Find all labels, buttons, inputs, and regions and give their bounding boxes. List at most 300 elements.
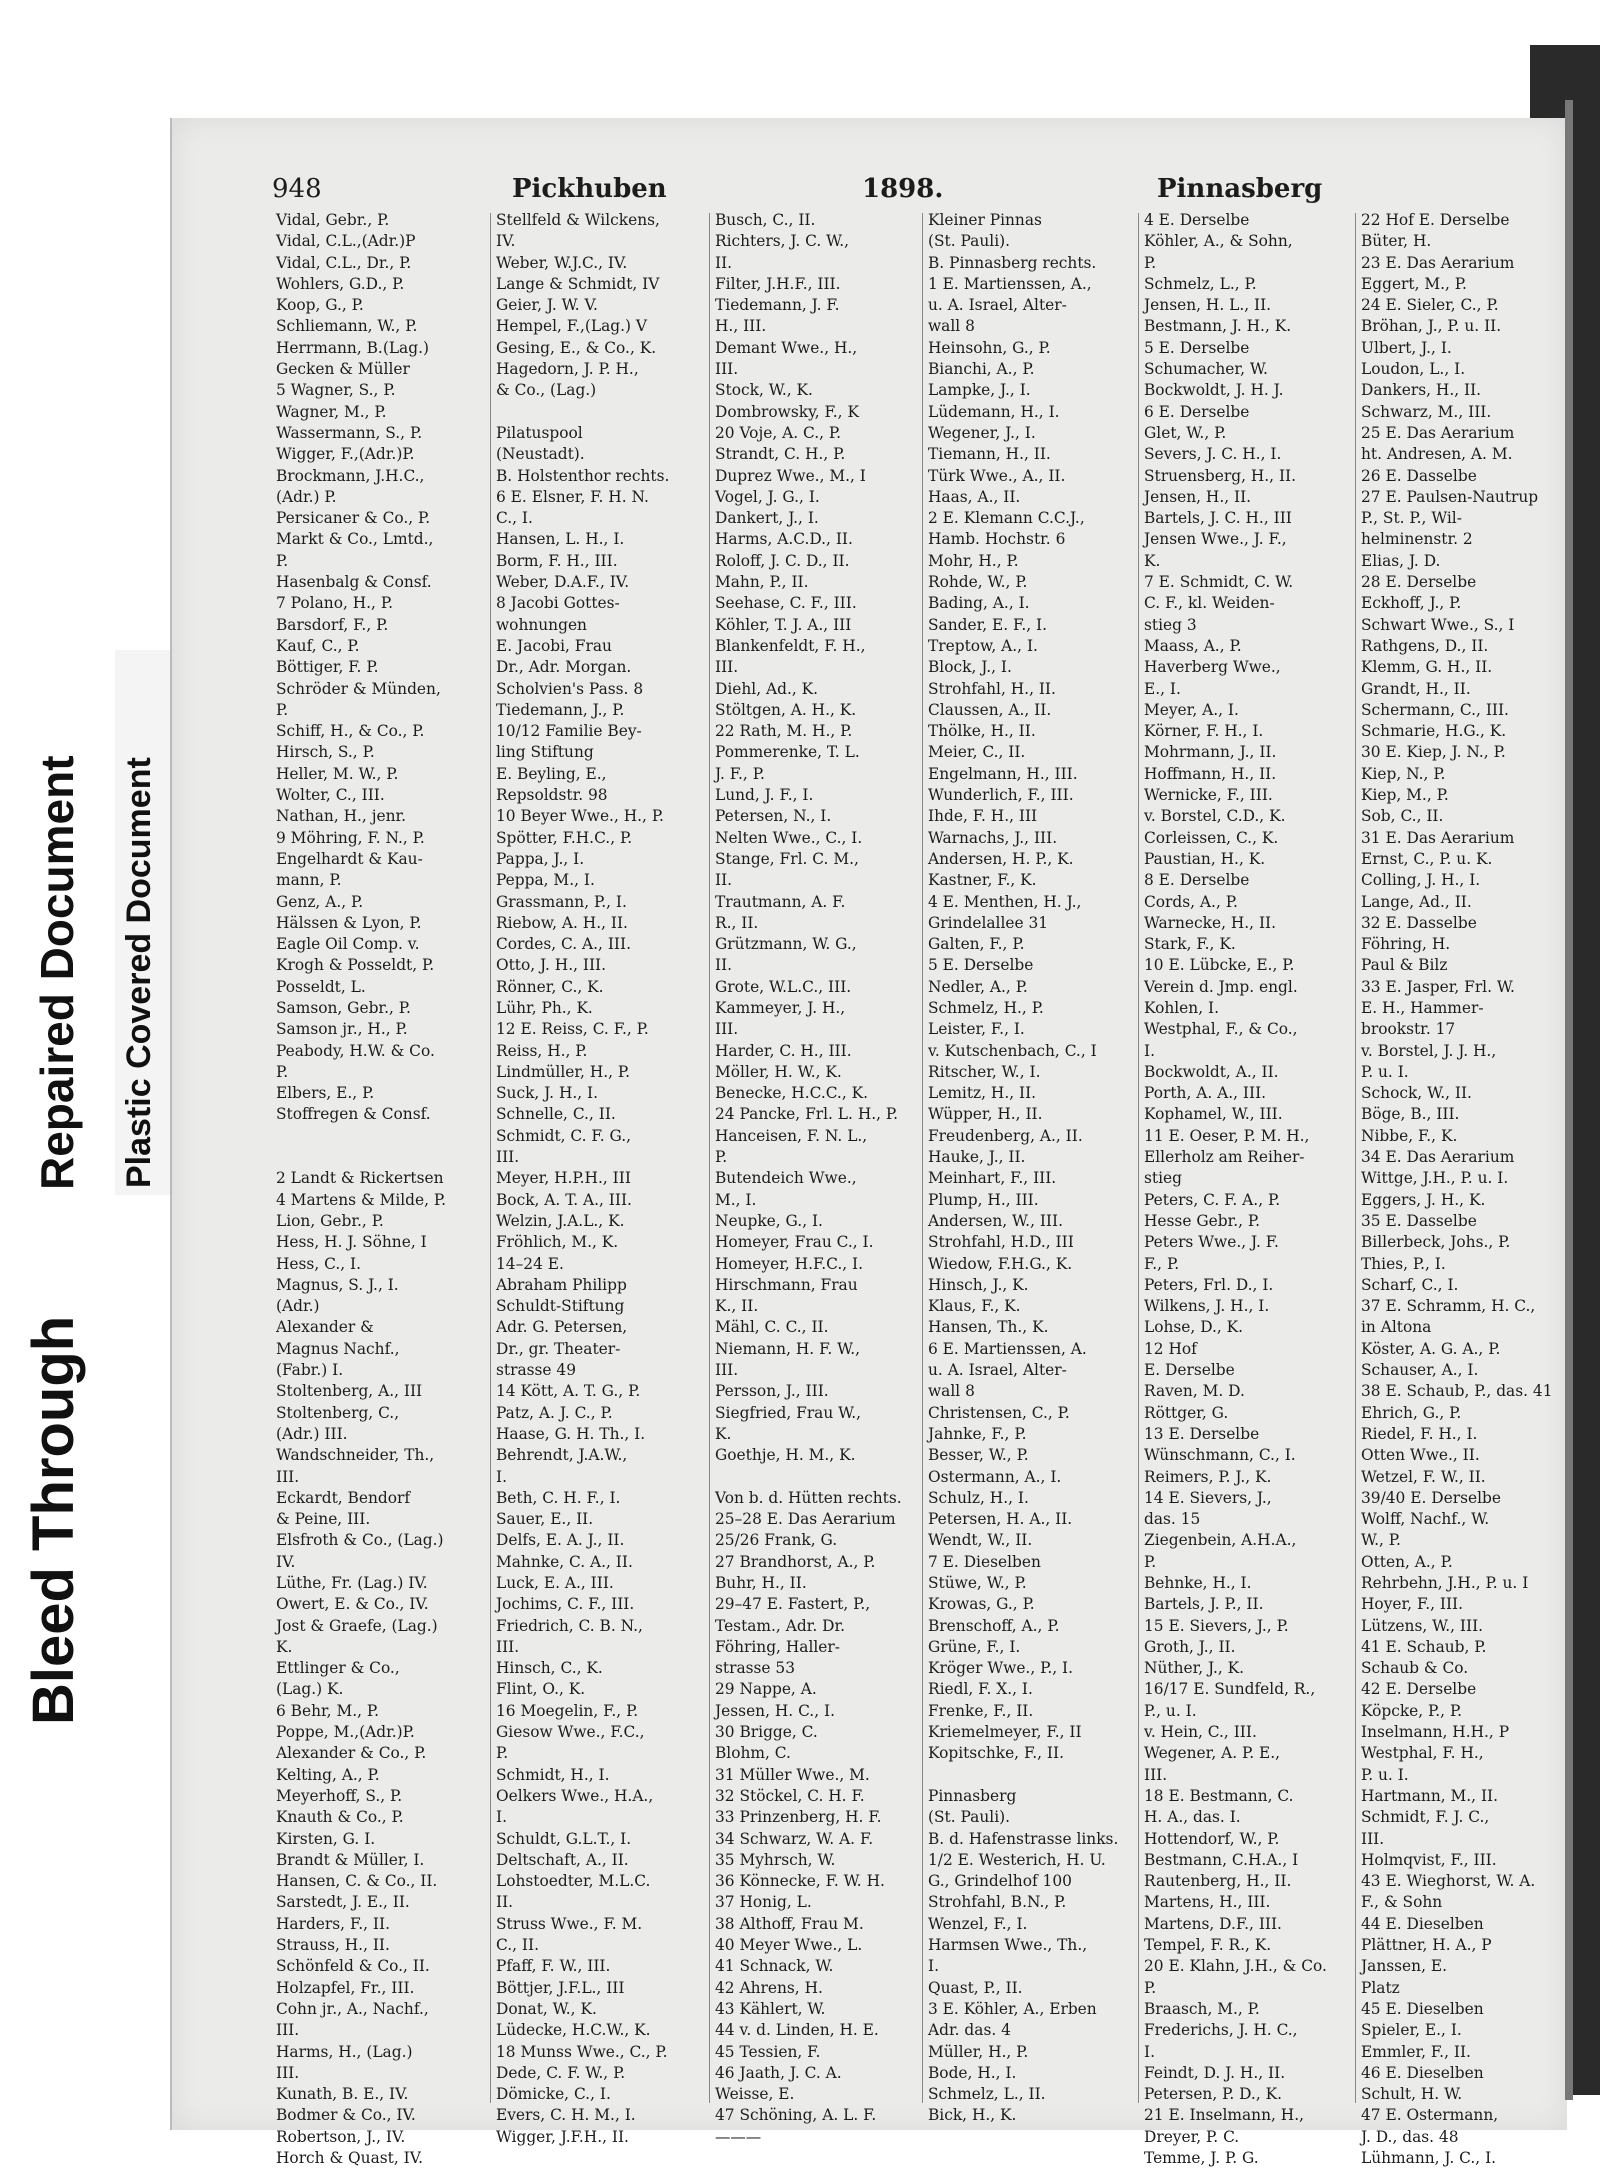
directory-line: Ernst, C., P. u. K. [1361, 849, 1493, 868]
column-rule [490, 213, 491, 2103]
directory-line: Westphal, F., & Co., [1144, 1020, 1298, 1039]
directory-line: Suck, J. H., I. [496, 1084, 599, 1103]
directory-line: Wendt, W., II. [928, 1531, 1033, 1550]
directory-line: Jensen, H., II. [1144, 487, 1252, 506]
directory-line: 37 Honig, L. [715, 1893, 812, 1912]
directory-line: Von b. d. Hütten rechts. [715, 1488, 902, 1507]
directory-line: Elbers, E., P. [276, 1084, 375, 1103]
directory-line: wall 8 [928, 1382, 975, 1401]
directory-line: 7 E. Dieselben [928, 1552, 1041, 1571]
directory-line: Frenke, F., II. [928, 1701, 1034, 1720]
directory-line: Dr., Adr. Morgan. [496, 658, 632, 677]
directory-line: Dede, C. F. W., P. [496, 2063, 626, 2082]
directory-line: Evers, C. H. M., I. [496, 2106, 636, 2125]
directory-line: Wassermann, S., P. [276, 423, 423, 442]
directory-line: Riebow, A. H., II. [496, 913, 628, 932]
directory-column-1 [276, 210, 490, 2169]
directory-line: Block, J., I. [928, 658, 1012, 677]
directory-line: Sob, C., II. [1361, 807, 1444, 826]
directory-line: Bestmann, C.H.A., I [1144, 1850, 1299, 1869]
directory-line: Luck, E. A., III. [496, 1574, 614, 1592]
directory-line: Posseldt, L. [276, 977, 366, 996]
directory-line: Demant Wwe., H., [715, 338, 858, 357]
directory-line: Ettlinger & Co., [276, 1659, 400, 1678]
directory-line: Harder, C. H., III. [715, 1041, 852, 1060]
directory-line: 5 Wagner, S., P. [276, 381, 396, 400]
directory-line: III. [496, 1148, 520, 1167]
directory-line: II. [715, 956, 733, 975]
directory-line: Cohn jr., A., Nachf., [276, 1999, 429, 2018]
directory-line: v. Borstel, C.D., K. [1144, 807, 1286, 826]
directory-line: C., I. [496, 509, 533, 528]
directory-line: 4 E. Menthen, H. J., [928, 892, 1082, 911]
directory-line: Wenzel, F., I. [928, 1914, 1028, 1933]
directory-line: Klemm, G. H., II. [1361, 658, 1493, 677]
directory-line: Nibbe, F., K. [1361, 1126, 1458, 1145]
directory-line: Föhring, H. [1361, 935, 1451, 954]
directory-line: 24 Pancke, Frl. L. H., P. [715, 1105, 899, 1124]
directory-line: Stoltenberg, A., III [276, 1382, 423, 1401]
directory-line: K. [715, 1424, 732, 1443]
directory-line: Temme, J. P. G. [1144, 2149, 1259, 2168]
directory-line: Grindelallee 31 [928, 913, 1049, 932]
directory-line: Quast, P., II. [928, 1978, 1023, 1997]
directory-line: Genz, A., P. [276, 892, 364, 911]
directory-line: Stoltenberg, C., [276, 1403, 400, 1422]
directory-line: Eagle Oil Comp. v. [276, 935, 420, 954]
column-rule [1355, 213, 1356, 2103]
directory-line: Alexander & Co., P. [276, 1744, 427, 1763]
directory-line: 15 E. Sievers, J., P. [1144, 1616, 1289, 1635]
directory-line: 6 E. Derselbe [1144, 402, 1250, 421]
directory-line: Bading, A., I. [928, 594, 1030, 613]
directory-line: 31 E. Das Aerarium [1361, 828, 1515, 847]
directory-line: Bick, H., K. [928, 2106, 1017, 2125]
directory-line: Richters, J. C. W., [715, 232, 850, 251]
directory-line: Paul & Bilz [1361, 956, 1448, 975]
directory-line: Grützmann, W. G., [715, 935, 857, 954]
directory-line: Billerbeck, Johs., P. [1361, 1233, 1511, 1252]
directory-line: Wiedow, F.H.G., K. [928, 1254, 1073, 1273]
directory-line: K., II. [715, 1297, 759, 1316]
directory-line: Krogh & Posseldt, P. [276, 956, 435, 975]
directory-line: Welzin, J.A.L., K. [496, 1211, 625, 1230]
directory-line: Türk Wwe., A., II. [928, 466, 1066, 485]
directory-line: Weber, W.J.C., IV. [496, 253, 628, 272]
directory-line: wall 8 [928, 317, 975, 336]
directory-line: Wolter, C., III. [276, 786, 385, 805]
directory-line: 42 Ahrens, H. [715, 1978, 823, 1997]
directory-line: Kophamel, W., III. [1144, 1105, 1283, 1124]
directory-line: Stöltgen, A. H., K. [715, 700, 857, 719]
directory-line: Borm, F. H., III. [496, 551, 618, 570]
directory-line: 8 E. Derselbe [1144, 871, 1250, 890]
directory-line: Hinsch, J., K. [928, 1275, 1029, 1294]
plastic-covered-label: Plastic Covered Document [120, 757, 158, 1188]
directory-line: Wünschmann, C., I. [1144, 1446, 1296, 1465]
directory-line: Braasch, M., P. [1144, 1999, 1260, 2018]
directory-line: Lange, Ad., II. [1361, 892, 1472, 911]
directory-line: Köpcke, P., P. [1361, 1701, 1463, 1720]
directory-line: Kiep, N., P. [1361, 764, 1446, 783]
directory-line: 46 E. Dieselben [1361, 2063, 1484, 2082]
directory-line: Lüthe, Fr. (Lag.) IV. [276, 1574, 428, 1592]
directory-line: Blankenfeldt, F. H., [715, 636, 866, 655]
directory-line: Schaub & Co. [1361, 1659, 1469, 1678]
header-right-street: Pinnasberg [1157, 174, 1323, 204]
directory-line: Claussen, A., II. [928, 700, 1052, 719]
directory-line: Behnke, H., I. [1144, 1574, 1252, 1592]
directory-line: Delfs, E. A. J., II. [496, 1531, 625, 1550]
directory-line: 42 E. Derselbe [1361, 1680, 1477, 1699]
directory-line: Galten, F., P. [928, 935, 1025, 954]
directory-line: 46 Jaath, J. C. A. [715, 2063, 842, 2082]
directory-line: Poppe, M.,(Adr.)P. [276, 1723, 415, 1742]
directory-line: Brandt & Müller, I. [276, 1850, 425, 1869]
directory-line: Lühr, Ph., K. [496, 998, 593, 1017]
directory-line: Engelmann, H., III. [928, 764, 1078, 783]
directory-line: 3 E. Köhler, A., Erben [928, 1999, 1097, 2018]
directory-line: Meinhart, F., III. [928, 1169, 1057, 1188]
directory-line: 12 E. Reiss, C. F., P. [496, 1020, 649, 1039]
directory-line: Koop, G., P. [276, 296, 364, 315]
directory-line: C. F., kl. Weiden- [1144, 594, 1275, 613]
directory-line: (St. Pauli). [928, 232, 1011, 251]
directory-line: Eggers, J. H., K. [1361, 1190, 1486, 1209]
page-number: 948 [272, 174, 322, 204]
directory-line: Deltschaft, A., II. [496, 1850, 629, 1869]
directory-line: Jensen Wwe., J. F., [1144, 530, 1287, 549]
directory-line: Dömicke, C., I. [496, 2085, 611, 2104]
directory-line: 10/12 Familie Bey- [496, 722, 642, 741]
directory-line: 29 Nappe, A. [715, 1680, 817, 1699]
directory-line: Möller, H. W., K. [715, 1062, 842, 1081]
directory-line: III. [1361, 1829, 1385, 1848]
directory-line: Schwarz, M., III. [1361, 402, 1492, 421]
directory-line: Kauf, C., P. [276, 636, 360, 655]
directory-line: Köhler, A., & Sohn, [1144, 232, 1293, 251]
directory-line: H. A., das. I. [1144, 1808, 1241, 1827]
directory-line: 32 Stöckel, C. H. F. [715, 1786, 865, 1805]
directory-line: Meyerhoff, S., P. [276, 1786, 403, 1805]
directory-line: 45 E. Dieselben [1361, 1999, 1484, 2018]
directory-line: Magnus Nachf., [276, 1339, 400, 1358]
directory-line: Riedl, F. X., I. [928, 1680, 1033, 1699]
directory-line: Peters, Frl. D., I. [1144, 1275, 1274, 1294]
directory-line: Schiff, H., & Co., P. [276, 722, 425, 741]
directory-line: 22 Hof E. Derselbe [1361, 211, 1510, 229]
directory-line: 5 E. Derselbe [928, 956, 1034, 975]
directory-line: Strandt, C. H., P. [715, 445, 846, 464]
directory-line: 6 E. Elsner, F. H. N. [496, 487, 649, 506]
directory-line: 28 E. Derselbe [1361, 573, 1477, 592]
directory-line: Otten Wwe., II. [1361, 1446, 1480, 1465]
directory-line: Freudenberg, A., II. [928, 1126, 1083, 1145]
directory-line: Lund, J. F., I. [715, 786, 814, 805]
directory-line: Hansen, C. & Co., II. [276, 1872, 438, 1891]
directory-line: Lüdemann, H., I. [928, 402, 1060, 421]
directory-line: Severs, J. C. H., I. [1144, 445, 1282, 464]
directory-line: Kriemelmeyer, F., II [928, 1723, 1082, 1742]
directory-line: Dr., gr. Theater- [496, 1339, 621, 1358]
directory-line: 21 E. Inselmann, H., [1144, 2106, 1305, 2125]
directory-line: Ellerholz am Reiher- [1144, 1148, 1305, 1167]
directory-line: u. A. Israel, Alter- [928, 1361, 1067, 1380]
directory-line: Struensberg, H., II. [1144, 466, 1297, 485]
directory-line: I. [496, 1467, 507, 1486]
directory-line: Stüwe, W., P. [928, 1574, 1027, 1592]
directory-line: 14 Kött, A. T. G., P. [496, 1382, 641, 1401]
directory-line: Schmidt, H., I. [496, 1765, 610, 1784]
directory-line: Schmelz, L., II. [928, 2085, 1046, 2104]
directory-line: Nüther, J., K. [1144, 1659, 1245, 1678]
directory-line: Warnachs, J., III. [928, 828, 1058, 847]
directory-line: Pommerenke, T. L. [715, 743, 860, 762]
directory-line: Jochims, C. F., III. [496, 1595, 635, 1614]
directory-line: Reiss, H., P. [496, 1041, 588, 1060]
directory-line: Rautenberg, H., II. [1144, 1872, 1292, 1891]
directory-line: P. u. I. [1361, 1062, 1409, 1081]
directory-line: F., & Sohn [1361, 1893, 1443, 1912]
directory-line: I. [1144, 2042, 1155, 2061]
directory-line: Wegener, J., I. [928, 423, 1036, 442]
directory-line: Scharf, C., I. [1361, 1275, 1459, 1294]
directory-line: Hottendorf, W., P. [1144, 1829, 1280, 1848]
directory-line: Hempel, F.,(Lag.) V [496, 317, 648, 336]
directory-line: Vidal, Gebr., P. [276, 211, 390, 229]
directory-line: Hansen, Th., K. [928, 1318, 1049, 1337]
directory-line: Schulz, H., I. [928, 1488, 1029, 1507]
directory-line: Duprez Wwe., M., I [715, 466, 866, 485]
directory-line: Knauth & Co., P. [276, 1808, 404, 1827]
directory-line: Meyer, A., I. [1144, 700, 1239, 719]
directory-line: 18 Munss Wwe., C., P. [496, 2042, 668, 2061]
directory-line: Samson, Gebr., P. [276, 998, 411, 1017]
directory-line: Kastner, F., K. [928, 871, 1037, 890]
directory-line: P., u. I. [1144, 1701, 1197, 1720]
directory-line: Markt & Co., Lmtd., [276, 530, 434, 549]
directory-line: III. [496, 1637, 520, 1656]
directory-line: 8 Jacobi Gottes- [496, 594, 620, 613]
directory-column-2 [496, 210, 709, 2148]
directory-column-6 [1361, 210, 1561, 2169]
directory-line: Hoyer, F., III. [1361, 1595, 1464, 1614]
directory-line: Schönfeld & Co., II. [276, 1957, 430, 1976]
directory-line: ht. Andresen, A. M. [1361, 445, 1513, 464]
directory-line: Nathan, H., jenr. [276, 807, 407, 826]
directory-line: Spötter, F.H.C., P. [496, 828, 633, 847]
directory-line: E. H., Hammer- [1361, 998, 1484, 1017]
directory-line: Müller, H., P. [928, 2042, 1029, 2061]
directory-line: P. u. I. [1361, 1765, 1409, 1784]
directory-line: Paustian, H., K. [1144, 849, 1266, 868]
directory-line: Hamb. Hochstr. 6 [928, 530, 1066, 549]
directory-line: Schauser, A., I. [1361, 1361, 1479, 1380]
directory-line: Röttger, G. [1144, 1403, 1229, 1422]
directory-line: Kopitschke, F., II. [928, 1744, 1064, 1763]
directory-line: 1 E. Martienssen, A., [928, 274, 1092, 293]
directory-line: 29–47 E. Fastert, P., [715, 1595, 871, 1614]
directory-line: K. [276, 1637, 293, 1656]
directory-line: Sauer, E., II. [496, 1510, 594, 1529]
directory-line: Sander, E. F., I. [928, 615, 1047, 634]
directory-line: Owert, E. & Co., IV. [276, 1595, 429, 1614]
directory-line: Homeyer, H.F.C., I. [715, 1254, 864, 1273]
directory-line: Westphal, F. H., [1361, 1744, 1484, 1763]
directory-line: Schmelz, L., P. [1144, 274, 1257, 293]
directory-line: Butendeich Wwe., [715, 1169, 857, 1188]
directory-line: P., St. P., Wil- [1361, 509, 1462, 528]
directory-line: Büter, H. [1361, 232, 1432, 251]
directory-line: Meier, C., II. [928, 743, 1026, 762]
directory-line: Loudon, L., I. [1361, 360, 1466, 379]
directory-line: Hirsch, S., P. [276, 743, 375, 762]
directory-line: Dombrowsky, F., K [715, 402, 859, 421]
directory-line: (Lag.) K. [276, 1680, 344, 1699]
directory-line: Wernicke, F., III. [1144, 786, 1273, 805]
directory-line: Schock, W., II. [1361, 1084, 1472, 1103]
directory-line: 23 E. Das Aerarium [1361, 253, 1515, 272]
directory-line: Dankers, H., II. [1361, 381, 1482, 400]
directory-line: (Adr.) [276, 1297, 320, 1316]
directory-line: IV. [276, 1552, 296, 1571]
directory-line: Böge, B., III. [1361, 1105, 1460, 1124]
directory-line: Oelkers Wwe., H.A., [496, 1786, 654, 1805]
directory-line: strasse 49 [496, 1361, 576, 1380]
directory-line: Hirschmann, Frau [715, 1275, 858, 1294]
directory-line: Krowas, G., P. [928, 1595, 1035, 1614]
directory-line: 7 E. Schmidt, C. W. [1144, 573, 1294, 592]
directory-line: Bianchi, A., P. [928, 360, 1035, 379]
directory-line: Giesow Wwe., F.C., [496, 1723, 645, 1742]
directory-line: Plättner, H. A., P [1361, 1936, 1492, 1955]
directory-line: (Fabr.) I. [276, 1361, 344, 1380]
directory-line: 34 Schwarz, W. A. F. [715, 1829, 874, 1848]
directory-line: Persicaner & Co., P. [276, 509, 431, 528]
directory-line: 39/40 E. Derselbe [1361, 1488, 1501, 1507]
directory-line: 33 E. Jasper, Frl. W. [1361, 977, 1515, 996]
directory-line: P. [1144, 1552, 1157, 1571]
directory-line: III. [715, 360, 739, 379]
directory-line: das. 15 [1144, 1510, 1201, 1529]
directory-line: Lindmüller, H., P. [496, 1062, 631, 1081]
directory-line: III. [276, 2063, 300, 2082]
directory-line: E., I. [1144, 679, 1181, 698]
directory-line: Otto, J. H., III. [496, 956, 607, 975]
directory-line: Harmsen Wwe., Th., [928, 1936, 1088, 1955]
directory-line: 30 Brigge, C. [715, 1723, 818, 1742]
directory-line: Strohfahl, B.N., P. [928, 1893, 1067, 1912]
directory-line: F., P. [1144, 1254, 1180, 1273]
directory-line: Trautmann, A. F. [715, 892, 846, 911]
directory-line: brookstr. 17 [1361, 1020, 1456, 1039]
directory-line: Bockwoldt, A., II. [1144, 1062, 1279, 1081]
directory-line: Pappa, J., I. [496, 849, 585, 868]
directory-line: v. Kutschenbach, C., I [928, 1041, 1097, 1060]
directory-line: Wunderlich, F., III. [928, 786, 1074, 805]
directory-line: Haase, G. H. Th., I. [496, 1424, 646, 1443]
directory-line: Ritscher, W., I. [928, 1062, 1041, 1081]
directory-line: Peters, C. F. A., P. [1144, 1190, 1281, 1209]
repaired-document-label: Repaired Document [31, 755, 83, 1190]
directory-line [715, 1467, 922, 1488]
column-rule [922, 213, 923, 2103]
directory-line: Janssen, E. [1361, 1957, 1447, 1976]
directory-line: Lüdecke, H.C.W., K. [496, 2021, 651, 2040]
directory-line: Brockmann, J.H.C., [276, 466, 425, 485]
directory-line: Lampke, J., I. [928, 381, 1031, 400]
directory-line: Jahnke, F., P. [928, 1424, 1027, 1443]
directory-line: 16/17 E. Sundfeld, R., [1144, 1680, 1316, 1699]
directory-line: J. F., P. [715, 764, 765, 783]
directory-line: Haverberg Wwe., [1144, 658, 1281, 677]
directory-line: III. [715, 1361, 739, 1380]
directory-line: Hoffmann, H., II. [1144, 764, 1277, 783]
directory-line: Porth, A. A., III. [1144, 1084, 1267, 1103]
directory-line: Behrendt, J.A.W., [496, 1446, 628, 1465]
directory-line: 16 Moegelin, F., P. [496, 1701, 639, 1720]
directory-line: 35 Myhrsch, W. [715, 1850, 836, 1869]
directory-line: Hauke, J., II. [928, 1148, 1026, 1167]
directory-line: E. Derselbe [1144, 1361, 1235, 1380]
directory-line: Verein d. Jmp. engl. [1144, 977, 1298, 996]
directory-line: Harms, H., (Lag.) [276, 2042, 413, 2061]
directory-line: Ehrich, G., P. [1361, 1403, 1462, 1422]
directory-line: Bodmer & Co., IV. [276, 2106, 416, 2125]
directory-line: Heller, M. W., P. [276, 764, 399, 783]
directory-line: Haas, A., II. [928, 487, 1021, 506]
directory-line: Neupke, G., I. [715, 1211, 823, 1230]
directory-line: 4 E. Derselbe [1144, 211, 1250, 229]
directory-line: Frederichs, J. H. C., [1144, 2021, 1298, 2040]
directory-line: ——— [715, 2127, 762, 2146]
directory-line: Vidal, C.L.,(Adr.)P [276, 232, 416, 251]
directory-line: Holmqvist, F., III. [1361, 1850, 1497, 1869]
directory-line: Christensen, C., P. [928, 1403, 1070, 1422]
directory-line: Heinsohn, G., P. [928, 338, 1051, 357]
directory-line: M., I. [715, 1190, 757, 1209]
directory-line: Petersen, H. A., II. [928, 1510, 1073, 1529]
directory-line: wohnungen [496, 615, 587, 634]
directory-line: Maass, A., P. [1144, 636, 1242, 655]
directory-line: 10 E. Lübcke, E., P. [1144, 956, 1295, 975]
directory-line: 7 Polano, H., P. [276, 594, 393, 613]
directory-line: Schmarie, H.G., K. [1361, 722, 1507, 741]
directory-line: P. [715, 1148, 728, 1167]
directory-line: Schuldt, G.L.T., I. [496, 1829, 632, 1848]
directory-line: 44 E. Dieselben [1361, 1914, 1484, 1933]
directory-line: Patz, A. J. C., P. [496, 1403, 613, 1422]
directory-line: Kröger Wwe., P., I. [928, 1659, 1073, 1678]
directory-line: Ostermann, A., I. [928, 1467, 1062, 1486]
directory-line: Dankert, J., I. [715, 509, 819, 528]
directory-line: I. [496, 1808, 507, 1827]
directory-line: P. [276, 700, 289, 719]
directory-line: Emmler, F., II. [1361, 2042, 1471, 2061]
directory-line: Mähl, C. C., II. [715, 1318, 829, 1337]
directory-line: III. [276, 1467, 300, 1486]
directory-line: Böttiger, F. P. [276, 658, 379, 677]
directory-line: Lützens, W., III. [1361, 1616, 1484, 1635]
directory-line: 33 Prinzenberg, H. F. [715, 1808, 882, 1827]
directory-line: Schliemann, W., P. [276, 317, 418, 336]
directory-line: Repsoldstr. 98 [496, 786, 608, 805]
directory-line: & Co., (Lag.) [496, 381, 597, 400]
directory-line: Hartmann, M., II. [1361, 1786, 1499, 1805]
directory-line: Seehase, C. F., III. [715, 594, 857, 613]
directory-line: Jensen, H. L., II. [1144, 296, 1272, 315]
directory-line: Stellfeld & Wilckens, [496, 211, 660, 229]
